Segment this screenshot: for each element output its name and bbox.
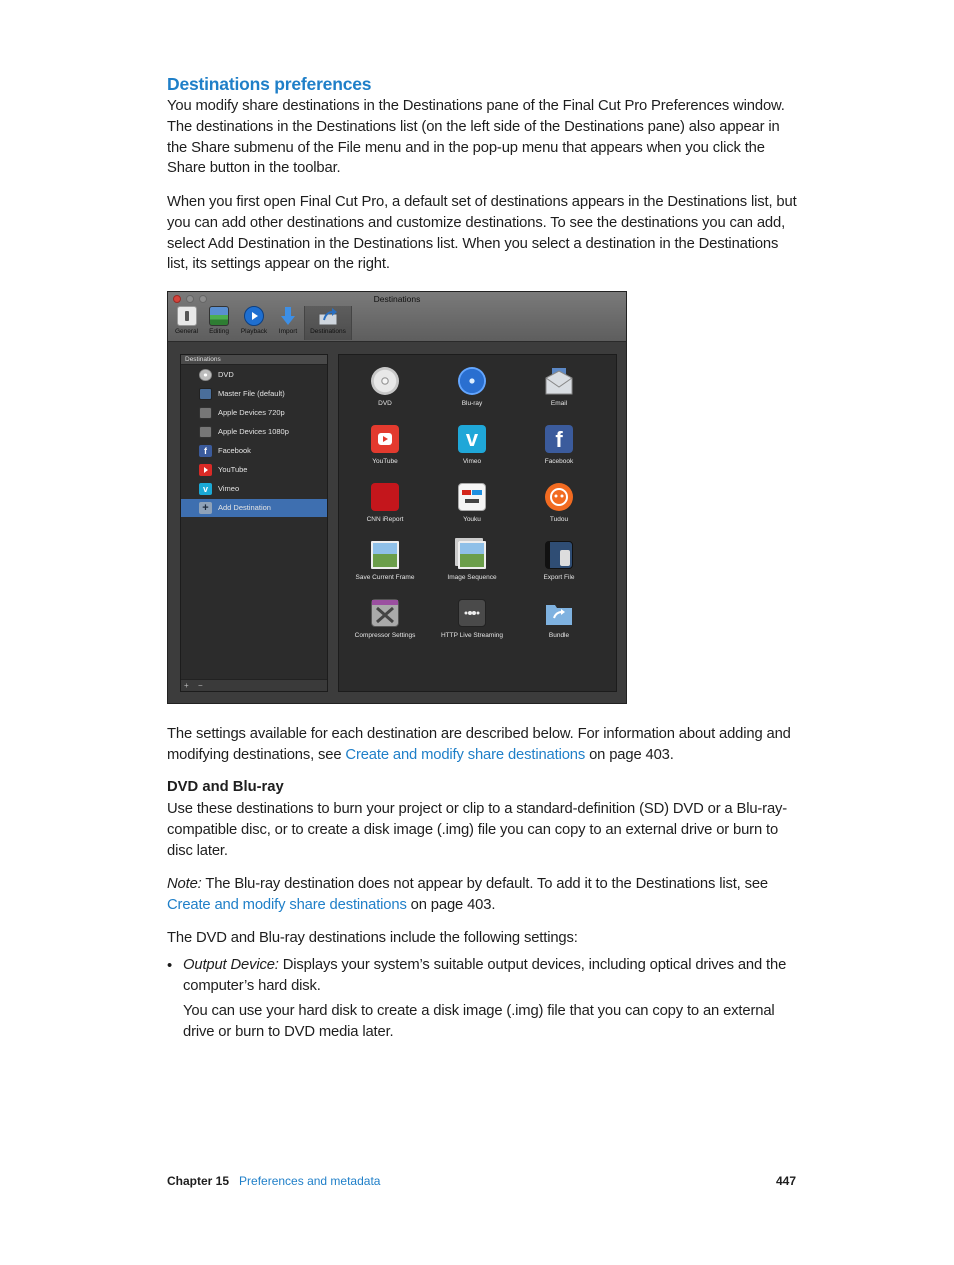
grid-item-vimeo[interactable] xyxy=(427,425,517,465)
destinations-list xyxy=(180,354,328,692)
photo-icon xyxy=(371,541,399,569)
destination-templates-grid xyxy=(338,354,617,692)
grid-item-label: HTTP Live Streaming xyxy=(440,632,503,639)
destination-label: YouTube xyxy=(218,465,248,474)
toolbar-playback-button[interactable] xyxy=(236,306,272,340)
remove-destination-button[interactable]: − xyxy=(198,681,203,690)
grid-item-bluray[interactable] xyxy=(427,367,517,407)
destinations-list-header: Destinations xyxy=(181,355,327,365)
toolbar-import-button[interactable] xyxy=(273,306,303,340)
destination-item-master-file[interactable] xyxy=(181,385,327,403)
grid-item-dvd[interactable] xyxy=(340,367,430,407)
grid-item-label: Facebook xyxy=(544,458,574,465)
dvd-bluray-subheading: DVD and Blu-ray xyxy=(167,779,284,795)
add-icon: + xyxy=(199,502,212,514)
grid-item-label: Export File xyxy=(543,574,575,581)
bullet-marker: • xyxy=(167,958,173,974)
toolbar-editing-button[interactable] xyxy=(203,306,235,340)
facebook-icon: f xyxy=(199,445,212,457)
download-arrow-icon xyxy=(278,306,298,326)
grid-item-facebook[interactable] xyxy=(514,425,604,465)
share-icon xyxy=(318,306,338,326)
destination-label: DVD xyxy=(218,370,234,379)
facebook-icon: f xyxy=(545,425,573,453)
note-label: Note: xyxy=(167,876,202,892)
grid-item-cnn-ireport[interactable] xyxy=(340,483,430,523)
grid-item-label: Tudou xyxy=(549,516,569,523)
settings-intro-paragraph xyxy=(167,724,802,766)
destination-label: Apple Devices 720p xyxy=(218,408,285,417)
youku-icon xyxy=(458,483,486,511)
grid-item-save-current-frame[interactable] xyxy=(340,541,430,581)
destination-item-apple-1080p[interactable] xyxy=(181,423,327,441)
grid-item-youku[interactable] xyxy=(427,483,517,523)
toolbar-general-button[interactable] xyxy=(171,306,202,340)
grid-item-youtube[interactable] xyxy=(340,425,430,465)
switch-icon xyxy=(177,306,197,326)
window-titlebar xyxy=(168,292,626,342)
grid-item-compressor-settings[interactable] xyxy=(340,599,430,639)
grid-item-label: CNN iReport xyxy=(366,516,404,523)
grid-item-label: Vimeo xyxy=(462,458,482,465)
grid-item-http-live-streaming[interactable] xyxy=(427,599,517,639)
destination-item-dvd[interactable] xyxy=(181,366,327,384)
settings-list-intro: The DVD and Blu-ray destinations include the following settings: xyxy=(167,930,578,946)
create-modify-destinations-link-2[interactable]: Create and modify share destinations xyxy=(167,896,407,913)
toolbar-label: Destinations xyxy=(310,328,346,335)
grid-item-label: Save Current Frame xyxy=(355,574,415,581)
footer-chapter: Chapter 15 xyxy=(167,1174,230,1188)
note-paragraph xyxy=(167,874,802,916)
grid-item-label: Compressor Settings xyxy=(354,632,416,639)
youtube-icon xyxy=(199,464,212,476)
bullet-term: Output Device: xyxy=(183,957,279,973)
toolbar-label: Editing xyxy=(209,328,229,335)
disc-icon xyxy=(199,369,212,381)
grid-item-label: Image Sequence xyxy=(447,574,497,581)
footer-section-link[interactable]: Preferences and metadata xyxy=(239,1174,381,1188)
grid-item-label: Blu-ray xyxy=(461,400,483,407)
destination-label: Master File (default) xyxy=(218,389,285,398)
text-run: The Blu-ray destination does not appear by default. To add it to the Destinations list, see xyxy=(201,876,769,892)
devices-icon xyxy=(199,407,212,419)
grid-item-export-file[interactable] xyxy=(514,541,604,581)
dvd-disc-icon xyxy=(371,367,399,395)
email-icon xyxy=(545,367,573,395)
export-file-icon xyxy=(545,541,573,569)
timeline-icon xyxy=(209,306,229,326)
play-icon xyxy=(244,306,264,326)
destination-item-add-destination[interactable] xyxy=(181,499,327,517)
intro-paragraph-2: When you first open Final Cut Pro, a default set of destinations appears in the Destinations list, but you can add other destinations and customize destinations. To see the destinations you can add, select Add Destination in the Destinations list. When you select a destination in the Destinations list, its settings appear on the right. xyxy=(167,194,797,273)
grid-item-label: DVD xyxy=(378,400,392,407)
text-run: on page 403. xyxy=(585,746,674,763)
intro-paragraph-1: You modify share destinations in the Destinations pane of the Final Cut Pro Preferences window. The destinations in the Destinations list (on the left side of the Destinations pane) also appear in the Share submenu of the File menu and in the pop-up menu that appears when you click the Share button in the toolbar. xyxy=(167,98,785,177)
page-number: 447 xyxy=(776,1174,797,1188)
destination-item-youtube[interactable] xyxy=(181,461,327,479)
bundle-folder-icon xyxy=(545,599,573,627)
grid-item-tudou[interactable] xyxy=(514,483,604,523)
compressor-icon xyxy=(371,599,399,627)
streaming-icon xyxy=(458,599,486,627)
text-run: on page 403. xyxy=(406,896,496,913)
window-title: Destinations xyxy=(373,294,421,304)
toolbar-label: General xyxy=(174,328,199,335)
output-device-subparagraph: You can use your hard disk to create a disk image (.img) file that you can copy to an external drive or burn to DVD media later. xyxy=(183,1003,775,1040)
film-icon xyxy=(199,388,212,400)
devices-icon xyxy=(199,426,212,438)
destination-label: Facebook xyxy=(218,446,251,455)
destination-label: Vimeo xyxy=(218,484,240,493)
destination-label: Apple Devices 1080p xyxy=(218,427,289,436)
cnn-ireport-icon xyxy=(371,483,399,511)
destinations-window-screenshot xyxy=(167,291,627,704)
section-heading: Destinations preferences xyxy=(167,74,372,94)
youtube-icon xyxy=(371,425,399,453)
grid-item-image-sequence[interactable] xyxy=(427,541,517,581)
photo-stack-icon xyxy=(458,541,486,569)
page-footer xyxy=(167,1174,380,1188)
grid-item-bundle[interactable] xyxy=(514,599,604,639)
vimeo-icon: v xyxy=(458,425,486,453)
toolbar-label: Import xyxy=(278,328,298,335)
destination-item-apple-720p[interactable] xyxy=(181,404,327,422)
create-modify-destinations-link[interactable]: Create and modify share destinations xyxy=(345,746,586,763)
destination-label: Add Destination xyxy=(218,503,271,512)
tudou-icon xyxy=(545,483,573,511)
bluray-disc-icon xyxy=(458,367,486,395)
toolbar-destinations-button[interactable] xyxy=(304,306,352,340)
text-run: Displays your system’s suitable output devices, including optical drives and the computer’s hard disk. xyxy=(183,957,787,994)
grid-item-label: Youku xyxy=(463,516,481,523)
add-destination-button[interactable]: + xyxy=(184,681,189,690)
dvd-bluray-paragraph: Use these destinations to burn your project or clip to a standard-definition (SD) DVD or a Blu-ray-compatible disc, or to create a disk image (.img) file you can copy to an external drive or burn to disc later. xyxy=(167,801,788,859)
list-footer xyxy=(181,679,327,691)
grid-item-email[interactable] xyxy=(514,367,604,407)
vimeo-icon: v xyxy=(199,483,212,495)
text-run: The settings available for each destination are described below. For information about adding and modifying destinations, see xyxy=(167,726,791,763)
grid-item-label: YouTube xyxy=(372,458,398,465)
grid-item-label: Email xyxy=(550,400,568,407)
destination-item-facebook[interactable] xyxy=(181,442,327,460)
destination-item-vimeo[interactable] xyxy=(181,480,327,498)
output-device-bullet xyxy=(183,955,803,997)
toolbar-label: Playback xyxy=(240,328,268,335)
grid-item-label: Bundle xyxy=(548,632,570,639)
